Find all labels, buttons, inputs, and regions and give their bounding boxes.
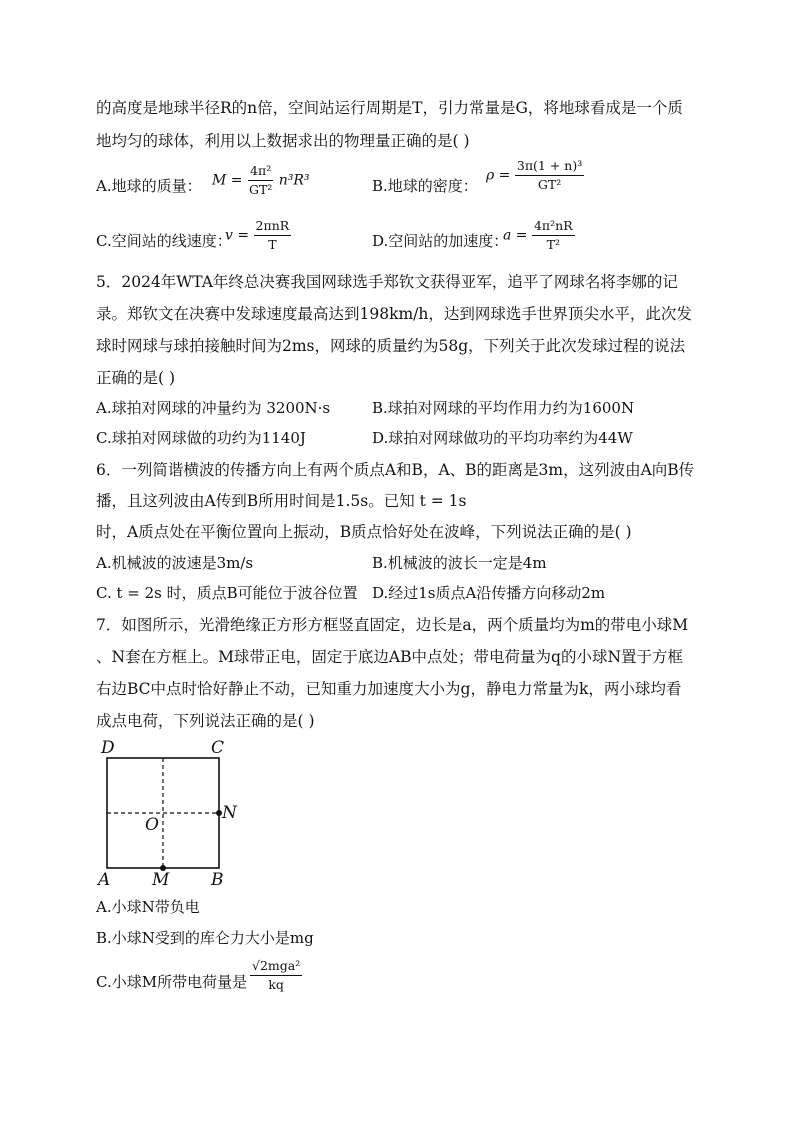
q4-stem-line-1: 的高度是地球半径R的n倍，空间站运行周期是T，引力常量是G，将地球看成是一个质	[96, 99, 683, 117]
q4-option-d-label: D.空间站的加速度：	[372, 232, 509, 250]
q4-option-a-formula	[212, 163, 310, 198]
q7-stem-line-2: 、N套在方框上。M球带正电，固定于底边AB中点处；带电荷量为q的小球N置于方框	[96, 648, 684, 666]
q5-option-c: C.球拍对网球做的功约为1140J	[96, 429, 306, 447]
q4-option-a-lhs: M =	[212, 172, 243, 189]
q4-option-c-label: C.空间站的线速度：	[96, 232, 232, 250]
q4-option-b-label: B.地球的密度：	[372, 177, 478, 195]
vertex-label-d: D	[101, 738, 115, 758]
q4-option-d-numerator: 4π²nR	[532, 218, 575, 236]
q4-option-c-formula	[225, 218, 291, 253]
q4-option-b-denominator: GT²	[537, 177, 562, 192]
q4-option-b	[372, 176, 478, 196]
q7-option-c	[96, 972, 247, 992]
q4-option-c-denominator: T	[268, 237, 277, 252]
q5-option-d: D.球拍对网球做功的平均功率约为44W	[372, 429, 633, 447]
q5-option-a: A.球拍对网球的冲量约为 3200N·s	[96, 399, 331, 417]
q7-option-c-numerator: √2mga²	[250, 958, 302, 976]
q5-stem-line-1: 5．2024年WTA年终总决赛我国网球选手郑钦文获得亚军，追平了网球名将李娜的记	[96, 273, 678, 291]
q4-option-b-numerator: 3π(1 + n)³	[515, 158, 584, 176]
q4-option-d-lhs: a =	[503, 227, 528, 244]
q6-stem-line-1: 6．一列简谐横波的传播方向上有两个质点A和B，A、B的距离是3m，这列波由A向B传	[96, 461, 695, 479]
q5-stem-line-4: 正确的是( )	[96, 369, 176, 387]
q4-option-a	[96, 176, 202, 196]
square-frame-figure	[90, 736, 250, 892]
point-label-n: N	[222, 803, 237, 823]
q7-option-b: B.小球N受到的库仑力大小是mg	[96, 929, 314, 947]
q4-option-d-formula	[503, 218, 575, 253]
q7-option-c-denominator: kq	[268, 977, 284, 992]
q5-option-b: B.球拍对网球的平均作用力约为1600N	[372, 399, 635, 417]
q4-stem-line-2: 地均匀的球体，利用以上数据求出的物理量正确的是( )	[96, 132, 470, 150]
q4-option-a-label: A.地球的质量：	[96, 177, 202, 195]
q6-stem-line-2: 播，且这列波由A传到B所用时间是1.5s。已知 t = 1s	[96, 492, 467, 510]
q6-option-a: A.机械波的波速是3m/s	[96, 554, 254, 572]
q4-option-c-lhs: v =	[225, 227, 250, 244]
center-label-o: O	[145, 815, 159, 835]
q6-stem-line-3: 时，A质点处在平衡位置向上振动，B质点恰好处在波峰，下列说法正确的是( )	[96, 523, 632, 541]
q7-stem-line-1: 7．如图所示，光滑绝缘正方形方框竖直固定，边长是a，两个质量均为m的带电小球M	[96, 616, 689, 634]
q4-option-b-formula	[486, 158, 584, 193]
q6-option-d: D.经过1s质点A沿传播方向移动2m	[372, 584, 606, 602]
vertex-label-c: C	[211, 738, 225, 758]
q6-option-b: B.机械波的波长一定是4m	[372, 554, 547, 572]
q4-option-d	[372, 231, 508, 251]
q4-option-a-denominator: GT²	[248, 182, 273, 197]
q6-option-c: C. t = 2s 时，质点B可能位于波谷位置	[96, 584, 358, 602]
q4-option-c-numerator: 2πnR	[254, 218, 292, 236]
vertex-label-b: B	[211, 870, 224, 890]
q7-stem-line-4: 成点电荷，下列说法正确的是( )	[96, 712, 315, 730]
q7-stem-line-3: 右边BC中点时恰好静止不动，已知重力加速度大小为g，静电力常量为k，两小球均看	[96, 680, 682, 698]
q7-option-a: A.小球N带负电	[96, 898, 200, 916]
q7-option-c-label: C.小球M所带电荷量是	[96, 973, 248, 991]
vertex-label-a: A	[98, 870, 111, 890]
q7-option-c-formula	[250, 958, 302, 993]
q4-option-a-tail: n³R³	[278, 172, 310, 189]
q5-stem-line-3: 球时网球与球拍接触时间为2ms，网球的质量约为58g，下列关于此次发球过程的说法	[96, 337, 686, 355]
q4-option-b-lhs: ρ =	[486, 167, 511, 184]
q4-option-a-numerator: 4π²	[248, 163, 273, 181]
q4-option-d-denominator: T²	[546, 237, 560, 252]
q4-option-c	[96, 231, 232, 251]
q5-stem-line-2: 录。郑钦文在决赛中发球速度最高达到198km/h，达到网球选手世界顶尖水平，此次发	[96, 305, 692, 323]
point-label-m: M	[152, 870, 170, 890]
